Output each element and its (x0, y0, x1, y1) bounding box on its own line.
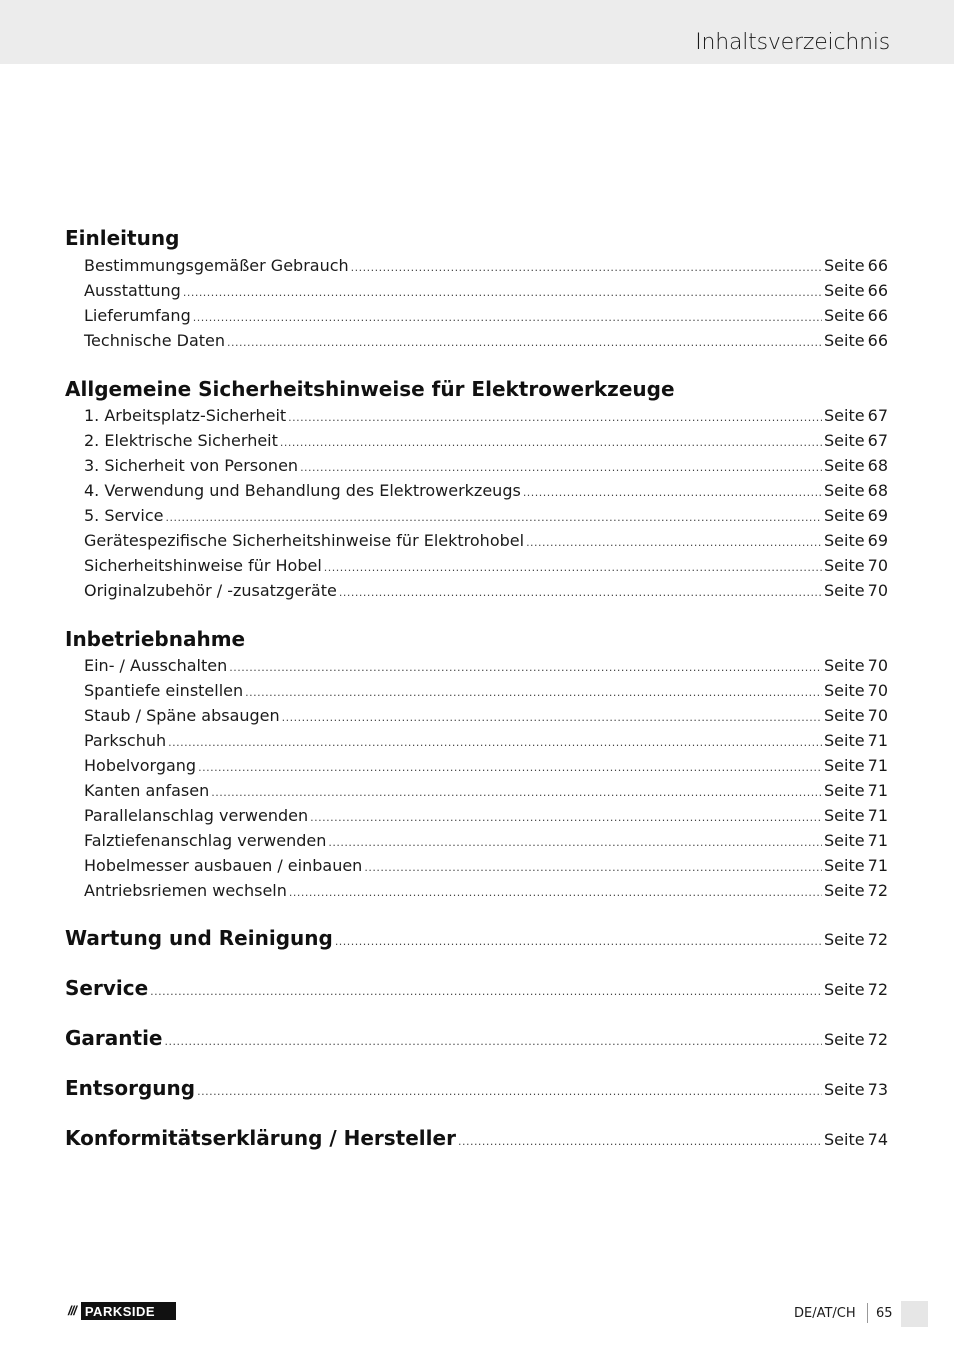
page-number: 70 (867, 556, 888, 575)
leader-dots (168, 736, 822, 749)
toc-major-label: Konformitätserklärung / Hersteller (65, 1126, 456, 1150)
page-number: 72 (867, 881, 888, 900)
page-label: Seite (824, 656, 865, 675)
page-title: Inhaltsverzeichnis (695, 30, 890, 55)
footer-tab-marker (901, 1301, 928, 1327)
toc-entry[interactable] (84, 831, 888, 853)
page-label: Seite (824, 506, 865, 525)
toc-entry-label: 2. Elektrische Sicherheit (84, 431, 278, 450)
page-label: Seite (824, 306, 865, 325)
page-number: 67 (867, 406, 888, 425)
toc-entry-label: Staub / Späne absaugen (84, 706, 280, 725)
leader-dots (229, 661, 822, 674)
section-title-einleitung: Einleitung (65, 226, 180, 250)
page-label: Seite (824, 406, 865, 425)
leader-dots (282, 711, 822, 724)
leader-dots (197, 1085, 822, 1098)
page-label: Seite (824, 256, 865, 275)
leader-dots (458, 1135, 822, 1148)
page-number: 68 (867, 481, 888, 500)
parkside-logo (64, 1302, 176, 1320)
leader-dots (211, 786, 822, 799)
toc-entry[interactable] (84, 656, 888, 678)
toc-entry-label: Antriebsriemen wechseln (84, 881, 287, 900)
page-number: 72 (867, 980, 888, 999)
toc-entry[interactable] (84, 256, 888, 278)
toc-major-entry[interactable] (65, 926, 888, 954)
page-number: 70 (867, 706, 888, 725)
toc-major-label: Wartung und Reinigung (65, 926, 333, 950)
page-label: Seite (824, 881, 865, 900)
page-number: 68 (867, 456, 888, 475)
toc-entry[interactable] (84, 856, 888, 878)
toc-entry-label: 3. Sicherheit von Personen (84, 456, 299, 475)
page-label: Seite (824, 731, 865, 750)
page-label: Seite (824, 556, 865, 575)
page-number: 66 (867, 281, 888, 300)
section-title-sicherheitshinweise: Allgemeine Sicherheitshinweise für Elektrowerkzeuge (65, 377, 675, 401)
page-number: 71 (867, 856, 888, 875)
toc-entry-label: Parallelanschlag verwenden (84, 806, 309, 825)
toc-major-entry[interactable] (65, 1026, 888, 1054)
leader-dots (150, 985, 822, 998)
page-label: Seite (824, 581, 865, 600)
toc-entry[interactable] (84, 331, 888, 353)
toc-entry[interactable] (84, 581, 888, 603)
page-label: Seite (824, 681, 865, 700)
toc-entry[interactable] (84, 706, 888, 728)
leader-dots (526, 536, 822, 549)
toc-entry[interactable] (84, 456, 888, 478)
toc-entry[interactable] (84, 731, 888, 753)
footer-page-number: 65 (876, 1306, 893, 1321)
footer-divider (867, 1303, 868, 1323)
toc-entry-label: Gerätespezifische Sicherheitshinweise für Elektrohobel (84, 531, 525, 550)
page-label: Seite (824, 1030, 865, 1049)
toc-entry[interactable] (84, 881, 888, 903)
leader-dots (288, 411, 822, 424)
toc-entry-label: 5. Service (84, 506, 164, 525)
toc-entry-label: 1. Arbeitsplatz-Sicherheit (84, 406, 287, 425)
toc-entry[interactable] (84, 531, 888, 553)
leader-dots (198, 761, 822, 774)
page-number: 74 (867, 1130, 888, 1149)
page-number: 71 (867, 781, 888, 800)
leader-dots (328, 836, 822, 849)
leader-dots (193, 311, 822, 324)
toc-entry-label: Hobelmesser ausbauen / einbauen (84, 856, 363, 875)
page-number: 66 (867, 331, 888, 350)
toc-major-entry[interactable] (65, 1126, 888, 1154)
page-label: Seite (824, 431, 865, 450)
toc-entry[interactable] (84, 756, 888, 778)
toc-entry-label: Originalzubehör / -zusatzgeräte (84, 581, 337, 600)
page-number: 71 (867, 806, 888, 825)
page-label: Seite (824, 856, 865, 875)
leader-dots (245, 686, 822, 699)
page-number: 71 (867, 731, 888, 750)
leader-dots (310, 811, 822, 824)
page-number: 69 (867, 531, 888, 550)
toc-entry[interactable] (84, 431, 888, 453)
page-number: 69 (867, 506, 888, 525)
leader-dots (339, 586, 822, 599)
leader-dots (289, 886, 822, 899)
footer-locale: DE/AT/CH (794, 1306, 856, 1321)
page-label: Seite (824, 756, 865, 775)
page-label: Seite (824, 331, 865, 350)
section-title-inbetriebnahme: Inbetriebnahme (65, 627, 246, 651)
page-number: 67 (867, 431, 888, 450)
toc-entry[interactable] (84, 506, 888, 528)
page-number: 72 (867, 1030, 888, 1049)
toc-entry-label: 4. Verwendung und Behandlung des Elektrowerkzeugs (84, 481, 521, 500)
page-label: Seite (824, 531, 865, 550)
page-label: Seite (824, 281, 865, 300)
toc-entry[interactable] (84, 806, 888, 828)
toc-entry[interactable] (84, 306, 888, 328)
toc-entry-label: Hobelvorgang (84, 756, 197, 775)
page-label: Seite (824, 831, 865, 850)
page-number: 70 (867, 656, 888, 675)
page-label: Seite (824, 781, 865, 800)
leader-dots (351, 261, 822, 274)
toc-entry-label: Ein- / Ausschalten (84, 656, 228, 675)
leader-dots (165, 1035, 823, 1048)
page-label: Seite (824, 481, 865, 500)
page-number: 72 (867, 930, 888, 949)
toc-entry-label: Sicherheitshinweise für Hobel (84, 556, 322, 575)
leader-dots (300, 461, 822, 474)
leader-dots (523, 486, 822, 499)
leader-dots (165, 511, 822, 524)
page-number: 66 (867, 256, 888, 275)
toc-entry-label: Lieferumfang (84, 306, 191, 325)
leader-dots (324, 561, 822, 574)
toc-entry[interactable] (84, 281, 888, 303)
page-number: 70 (867, 581, 888, 600)
page-number: 70 (867, 681, 888, 700)
toc-major-label: Service (65, 976, 149, 1000)
toc-entry-label: Kanten anfasen (84, 781, 210, 800)
toc-entry[interactable] (84, 681, 888, 703)
toc-entry[interactable] (84, 481, 888, 503)
leader-dots (335, 935, 822, 948)
page-number: 66 (867, 306, 888, 325)
page-number: 71 (867, 831, 888, 850)
toc-entry-label: Spantiefe einstellen (84, 681, 244, 700)
logo-text: PARKSIDE (84, 1303, 156, 1319)
page-label: Seite (824, 706, 865, 725)
leader-dots (227, 336, 822, 349)
toc-entry[interactable] (84, 406, 888, 428)
toc-entry-label: Ausstattung (84, 281, 181, 300)
leader-dots (183, 286, 822, 299)
leader-dots (364, 861, 822, 874)
toc-major-label: Entsorgung (65, 1076, 196, 1100)
page-label: Seite (824, 1080, 865, 1099)
page-number: 73 (867, 1080, 888, 1099)
page-label: Seite (824, 930, 865, 949)
toc-major-entry[interactable] (65, 976, 888, 1004)
toc-entry-label: Technische Daten (84, 331, 226, 350)
logo-slashes: /// (64, 1302, 81, 1320)
page-label: Seite (824, 456, 865, 475)
toc-major-entry[interactable] (65, 1076, 888, 1104)
toc-major-label: Garantie (65, 1026, 163, 1050)
toc-entry[interactable] (84, 556, 888, 578)
leader-dots (280, 436, 822, 449)
page-label: Seite (824, 1130, 865, 1149)
toc-entry-label: Bestimmungsgemäßer Gebrauch (84, 256, 349, 275)
toc-entry-label: Falztiefenanschlag verwenden (84, 831, 327, 850)
page-number: 71 (867, 756, 888, 775)
toc-entry[interactable] (84, 781, 888, 803)
page-label: Seite (824, 980, 865, 999)
toc-entry-label: Parkschuh (84, 731, 167, 750)
page-label: Seite (824, 806, 865, 825)
